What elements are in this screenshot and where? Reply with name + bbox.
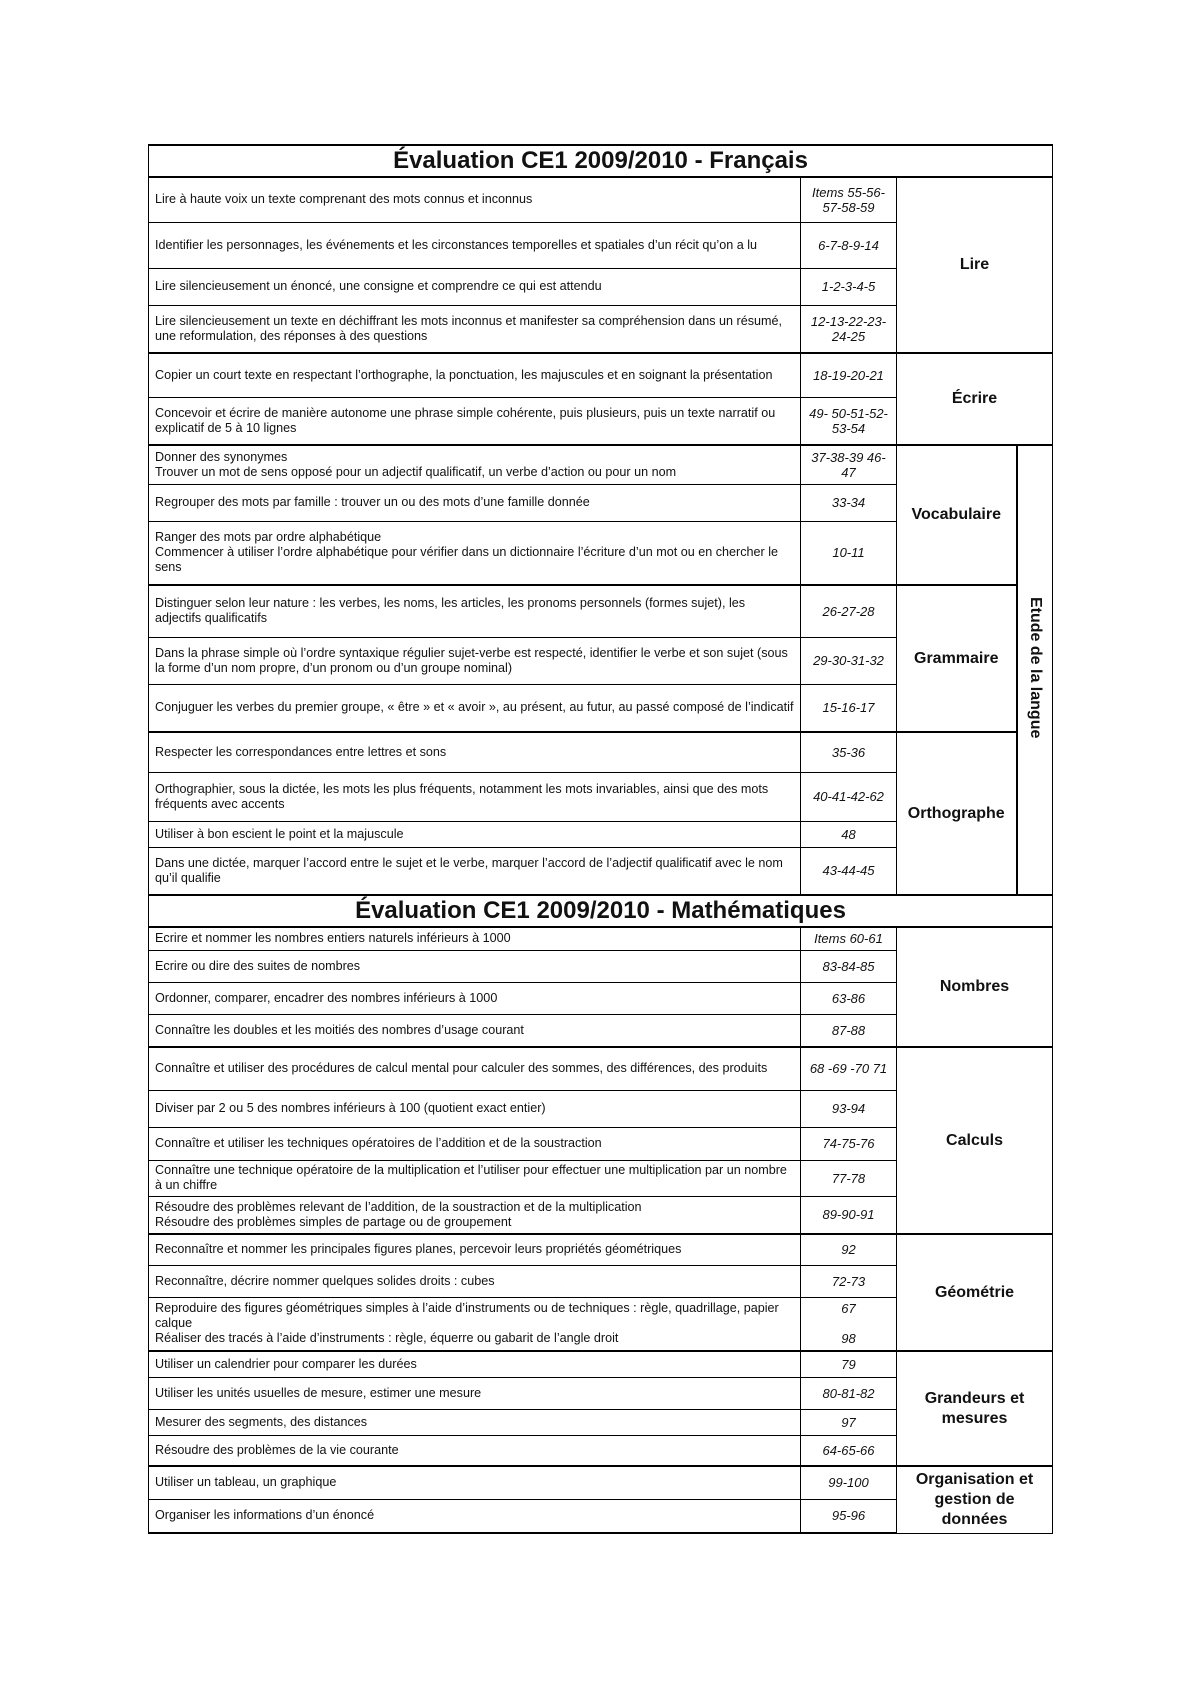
etude-de-la-langue-label: Etude de la langue bbox=[1026, 596, 1044, 739]
competence-text: Ranger des mots par ordre alphabétique Commencer à utiliser l’ordre alphabétique pour vérifier dans un dictionnaire l’écriture d’un mot ou en chercher le sens bbox=[149, 521, 801, 585]
competence-text: Lire à haute voix un texte comprenant des mots connus et inconnus bbox=[149, 177, 801, 222]
items-cell: 95-96 bbox=[801, 1499, 897, 1533]
items-cell: 63-86 bbox=[801, 982, 897, 1014]
items-cell: 99-100 bbox=[801, 1466, 897, 1499]
category-organisation-et-gestion-de-donnees: Organisation et gestion de données bbox=[897, 1466, 1053, 1533]
category-ecrire: Écrire bbox=[897, 353, 1053, 445]
items-cell: 1-2-3-4-5 bbox=[801, 268, 897, 305]
competence-text: Ordonner, comparer, encadrer des nombres inférieurs à 1000 bbox=[149, 982, 801, 1014]
competence-text: Orthographier, sous la dictée, les mots les plus fréquents, notamment les mots invariables, ainsi que des mots fréquents avec accents bbox=[149, 772, 801, 821]
category-vocabulaire: Vocabulaire bbox=[897, 445, 1017, 585]
evaluation-sheet bbox=[148, 144, 1053, 1534]
category-lire: Lire bbox=[897, 177, 1053, 353]
competence-text: Reconnaître, décrire nommer quelques solides droits : cubes bbox=[149, 1265, 801, 1297]
category-nombres: Nombres bbox=[897, 927, 1053, 1047]
items-cell: 80-81-82 bbox=[801, 1377, 897, 1409]
items-cell: 37-38-39 46-47 bbox=[801, 445, 897, 484]
competence-text: Résoudre des problèmes de la vie courante bbox=[149, 1435, 801, 1466]
items-cell: 10-11 bbox=[801, 521, 897, 585]
competence-text: Connaître les doubles et les moitiés des nombres d’usage courant bbox=[149, 1014, 801, 1047]
items-cell: 64-65-66 bbox=[801, 1435, 897, 1466]
items-cell: 29-30-31-32 bbox=[801, 637, 897, 684]
competence-text: Organiser les informations d’un énoncé bbox=[149, 1499, 801, 1533]
competence-text: Ecrire et nommer les nombres entiers naturels inférieurs à 1000 bbox=[149, 927, 801, 950]
competence-text: Ecrire ou dire des suites de nombres bbox=[149, 950, 801, 982]
competence-text: Mesurer des segments, des distances bbox=[149, 1409, 801, 1435]
competence-text: Lire silencieusement un énoncé, une consigne et comprendre ce qui est attendu bbox=[149, 268, 801, 305]
items-cell: 83-84-85 bbox=[801, 950, 897, 982]
competence-text: Regrouper des mots par famille : trouver un ou des mots d’une famille donnée bbox=[149, 484, 801, 521]
competence-text: Lire silencieusement un texte en déchiffrant les mots inconnus et manifester sa compréhension dans un résumé, une reformulation, des réponses à des questions bbox=[149, 305, 801, 353]
category-geometrie: Géométrie bbox=[897, 1234, 1053, 1351]
items-cell: 68 -69 -70 71 bbox=[801, 1047, 897, 1090]
items-cell: 35-36 bbox=[801, 732, 897, 772]
competence-text: Diviser par 2 ou 5 des nombres inférieurs à 100 (quotient exact entier) bbox=[149, 1090, 801, 1127]
items-cell: 43-44-45 bbox=[801, 847, 897, 895]
competence-text: Distinguer selon leur nature : les verbes, les noms, les articles, les pronoms personnels (formes sujet), les adjectifs qualificatifs bbox=[149, 585, 801, 637]
items-cell: 77-78 bbox=[801, 1160, 897, 1196]
competence-text: Identifier les personnages, les événements et les circonstances temporelles et spatiales d’un récit qu’on a lu bbox=[149, 222, 801, 268]
items-cell: 6-7-8-9-14 bbox=[801, 222, 897, 268]
category-orthographe: Orthographe bbox=[897, 732, 1017, 895]
items-cell: 93-94 bbox=[801, 1090, 897, 1127]
competence-text: Dans la phrase simple où l’ordre syntaxique régulier sujet-verbe est respecté, identifier le verbe et son sujet (sous la forme d’un nom propre, d’un pronom ou d’un groupe nominal) bbox=[149, 637, 801, 684]
items-cell: 49- 50-51-52-53-54 bbox=[801, 397, 897, 445]
evaluation-table bbox=[148, 144, 1053, 1534]
items-cell: 97 bbox=[801, 1409, 897, 1435]
items-cell: 33-34 bbox=[801, 484, 897, 521]
items-cell: Items 55-56-57-58-59 bbox=[801, 177, 897, 222]
competence-text: Respecter les correspondances entre lettres et sons bbox=[149, 732, 801, 772]
competence-text: Connaître une technique opératoire de la multiplication et l’utiliser pour effectuer une multiplication par un nombre à un chiffre bbox=[149, 1160, 801, 1196]
competence-text: Utiliser les unités usuelles de mesure, estimer une mesure bbox=[149, 1377, 801, 1409]
category-etude-de-la-langue bbox=[1017, 445, 1053, 895]
francais-title: Évaluation CE1 2009/2010 - Français bbox=[149, 145, 1053, 177]
category-grammaire: Grammaire bbox=[897, 585, 1017, 732]
competence-text: Connaître et utiliser les techniques opératoires de l’addition et de la soustraction bbox=[149, 1127, 801, 1160]
items-cell: 87-88 bbox=[801, 1014, 897, 1047]
items-cell: 74-75-76 bbox=[801, 1127, 897, 1160]
items-cell: 48 bbox=[801, 821, 897, 847]
items-cell: 40-41-42-62 bbox=[801, 772, 897, 821]
items-cell: 15-16-17 bbox=[801, 684, 897, 732]
category-calculs: Calculs bbox=[897, 1047, 1053, 1234]
competence-text: Utiliser à bon escient le point et la majuscule bbox=[149, 821, 801, 847]
maths-title: Évaluation CE1 2009/2010 - Mathématiques bbox=[149, 895, 1053, 927]
items-cell: 89-90-91 bbox=[801, 1196, 897, 1234]
competence-text: Copier un court texte en respectant l’orthographe, la ponctuation, les majuscules et en soignant la présentation bbox=[149, 353, 801, 397]
competence-text: Utiliser un calendrier pour comparer les durées bbox=[149, 1351, 801, 1377]
competence-text: Dans une dictée, marquer l’accord entre le sujet et le verbe, marquer l’accord de l’adjectif qualificatif avec le nom qu’il qualifie bbox=[149, 847, 801, 895]
items-cell: 79 bbox=[801, 1351, 897, 1377]
items-cell: 18-19-20-21 bbox=[801, 353, 897, 397]
competence-text: Connaître et utiliser des procédures de calcul mental pour calculer des sommes, des différences, des produits bbox=[149, 1047, 801, 1090]
competence-text: Reconnaître et nommer les principales figures planes, percevoir leurs propriétés géométriques bbox=[149, 1234, 801, 1265]
competence-text: Conjuguer les verbes du premier groupe, « être » et « avoir », au présent, au futur, au passé composé de l’indicatif bbox=[149, 684, 801, 732]
items-cell: Items 60-61 bbox=[801, 927, 897, 950]
items-cell: 26-27-28 bbox=[801, 585, 897, 637]
items-cell: 92 bbox=[801, 1234, 897, 1265]
competence-text: Donner des synonymes Trouver un mot de sens opposé pour un adjectif qualificatif, un verbe d’action ou pour un nom bbox=[149, 445, 801, 484]
competence-text: Résoudre des problèmes relevant de l’addition, de la soustraction et de la multiplication Résoudre des problèmes simples de partage ou de groupement bbox=[149, 1196, 801, 1234]
competence-text: Concevoir et écrire de manière autonome une phrase simple cohérente, puis plusieurs, puis un texte narratif ou explicatif de 5 à 10 lignes bbox=[149, 397, 801, 445]
items-cell: 72-73 bbox=[801, 1265, 897, 1297]
category-grandeurs-et-mesures: Grandeurs et mesures bbox=[897, 1351, 1053, 1466]
competence-text: Reproduire des figures géométriques simples à l’aide d’instruments ou de techniques : règle, quadrillage, papier calque Réaliser des tracés à l’aide d’instruments : règle, équerre ou gabarit de l’angle droit bbox=[149, 1297, 801, 1351]
competence-text: Utiliser un tableau, un graphique bbox=[149, 1466, 801, 1499]
items-cell: 12-13-22-23-24-25 bbox=[801, 305, 897, 353]
items-cell: 67 98 bbox=[801, 1297, 897, 1351]
